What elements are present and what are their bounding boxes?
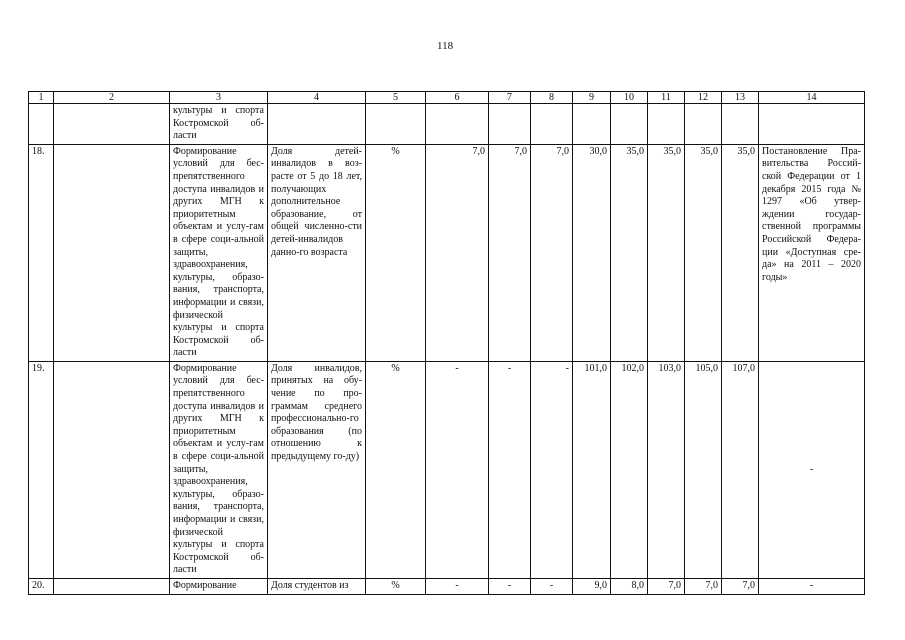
header-cell: 10 [611, 92, 648, 104]
value-cell: 7,0 [531, 144, 573, 361]
header-cell: 6 [426, 92, 489, 104]
value-cell: 7,0 [722, 578, 759, 594]
row-number: 19. [29, 361, 54, 578]
header-cell: 5 [366, 92, 426, 104]
value-cell: 35,0 [611, 144, 648, 361]
value-cell: 9,0 [573, 578, 611, 594]
cell [268, 104, 366, 145]
header-cell: 12 [685, 92, 722, 104]
table-row [29, 361, 865, 578]
cell [611, 104, 648, 145]
cell [722, 104, 759, 145]
header-cell: 13 [722, 92, 759, 104]
value-cell: 7,0 [685, 578, 722, 594]
value-cell: 7,0 [648, 578, 685, 594]
unit-cell: % [366, 361, 426, 578]
goal-cell: культуры и спорта Костромской об-ласти [170, 104, 268, 145]
source-cell: - [759, 578, 865, 594]
header-cell: 7 [489, 92, 531, 104]
goal-cell: Формирование условий для бес-препятственного доступа инвалидов и других МГН к приоритетным объектам и услу-гам в сфере соци-альной защиты, здравоохранения, культуры, образо-вания, транспорта, информации и связи, физической культуры и спорта Костромской об-ласти [170, 144, 268, 361]
cell [531, 104, 573, 145]
indicator-cell: Доля инвалидов, принятых на обу-чение по про-граммам среднего профессионально-го образования (по отношению к предыдущему го-ду) [268, 361, 366, 578]
cell [426, 104, 489, 145]
value-cell: 101,0 [573, 361, 611, 578]
page-number: 118 [437, 40, 454, 52]
source-cell: - [759, 361, 865, 578]
cell [759, 104, 865, 145]
unit-cell: % [366, 578, 426, 594]
cell [573, 104, 611, 145]
unit-cell: % [366, 144, 426, 361]
value-cell: 107,0 [722, 361, 759, 578]
value-cell: - [426, 361, 489, 578]
value-cell: - [489, 578, 531, 594]
header-cell: 2 [54, 92, 170, 104]
indicator-cell: Доля студентов из [268, 578, 366, 594]
table-row-continuation [29, 104, 865, 145]
header-cell: 8 [531, 92, 573, 104]
cell [29, 104, 54, 145]
header-row [29, 92, 865, 104]
value-cell: 8,0 [611, 578, 648, 594]
indicator-cell: Доля детей-инвалидов в воз-расте от 5 до 18 лет, получающих дополнительное образование, от общей численно-сти детей-инвалидов данно-го возраста [268, 144, 366, 361]
value-cell: 105,0 [685, 361, 722, 578]
value-cell: 103,0 [648, 361, 685, 578]
cell [648, 104, 685, 145]
source-cell: Постановление Пра-вительства Россий-ской Федерации от 1 декабря 2015 года № 1297 «Об утвер-ждении государ-ственной программы Российской Федера-ции «Доступная сре-да» на 2011 – 2020 годы» [759, 144, 865, 361]
value-cell: 35,0 [722, 144, 759, 361]
header-cell: 11 [648, 92, 685, 104]
cell [54, 361, 170, 578]
header-cell: 4 [268, 92, 366, 104]
value-cell: 7,0 [489, 144, 531, 361]
value-cell: - [489, 361, 531, 578]
cell [54, 144, 170, 361]
value-cell: - [531, 361, 573, 578]
cell [366, 104, 426, 145]
cell [54, 578, 170, 594]
goal-cell: Формирование условий для бес-препятственного доступа инвалидов и других МГН к приоритетным объектам и услу-гам в сфере соци-альной защиты, здравоохранения, культуры, образо-вания, транспорта, информации и связи, физической культуры и спорта Костромской об-ласти [170, 361, 268, 578]
header-cell: 1 [29, 92, 54, 104]
value-cell: 102,0 [611, 361, 648, 578]
header-cell: 9 [573, 92, 611, 104]
indicators-table [28, 91, 865, 595]
goal-cell: Формирование [170, 578, 268, 594]
row-number: 18. [29, 144, 54, 361]
row-number: 20. [29, 578, 54, 594]
value-cell: - [531, 578, 573, 594]
cell [489, 104, 531, 145]
header-cell: 3 [170, 92, 268, 104]
value-cell: 35,0 [648, 144, 685, 361]
value-cell: 30,0 [573, 144, 611, 361]
header-cell: 14 [759, 92, 865, 104]
value-cell: - [426, 578, 489, 594]
table-row [29, 578, 865, 594]
cell [685, 104, 722, 145]
table-row [29, 144, 865, 361]
value-cell: 35,0 [685, 144, 722, 361]
cell [54, 104, 170, 145]
value-cell: 7,0 [426, 144, 489, 361]
